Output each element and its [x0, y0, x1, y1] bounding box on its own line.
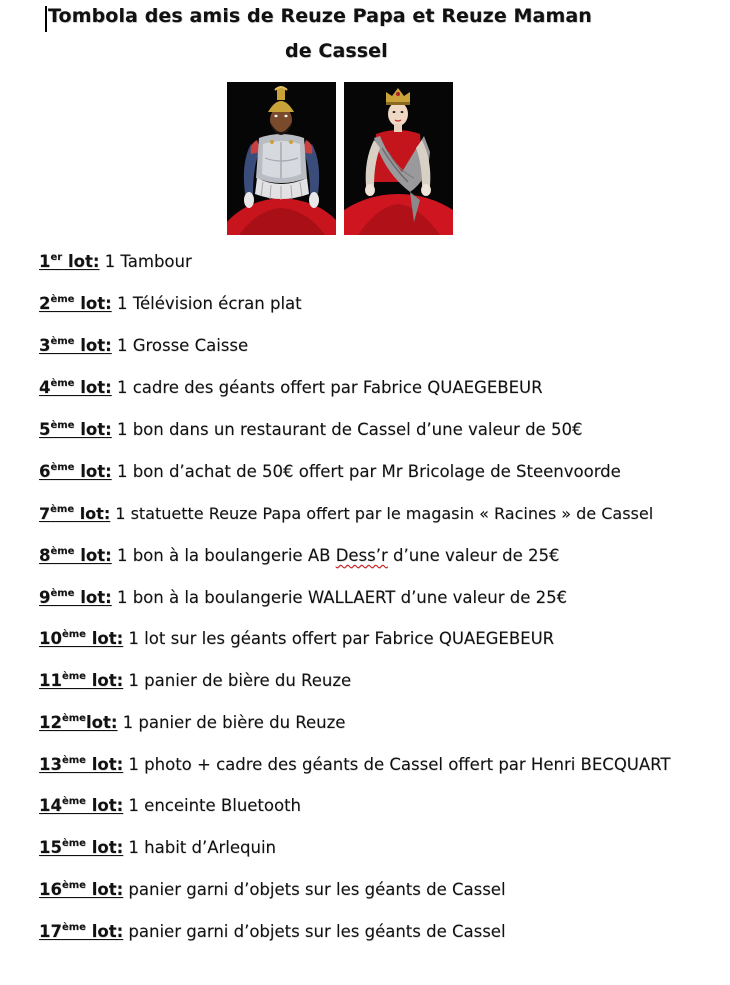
lot-description: 1 panier de bière du Reuze — [123, 671, 352, 690]
lot-description: 1 Grosse Caisse — [111, 336, 249, 355]
lot-description: panier garni d’objets sur les géants de Cassel — [123, 880, 506, 899]
lot-description: 1 bon d’achat de 50€ offert par Mr Bricolage de Steenvoorde — [111, 462, 621, 481]
lot-item-16 — [39, 880, 506, 899]
lot-item-11 — [39, 671, 351, 690]
lot-description: 1 bon à la boulangerie AB Dess’r d’une valeur de 25€ — [111, 546, 560, 565]
lot-heading: 15ème lot: — [39, 838, 124, 857]
lot-description: 1 statuette Reuze Papa offert par le magasin « Racines » de Cassel — [110, 504, 654, 523]
lot-heading: 14ème lot: — [39, 796, 124, 815]
lot-item-14 — [39, 796, 301, 815]
lot-heading: 10ème lot: — [39, 629, 124, 648]
lot-heading: 6ème lot: — [39, 462, 112, 481]
lot-heading: 13ème lot: — [39, 755, 124, 774]
giant-reuze-papa-photo — [227, 82, 336, 235]
lot-description: panier garni d’objets sur les géants de Cassel — [123, 922, 506, 941]
lot-heading: 8ème lot: — [39, 546, 112, 565]
giant-reuze-maman-photo — [344, 82, 453, 235]
lot-item-12 — [39, 713, 345, 732]
text-cursor — [45, 6, 47, 32]
lot-item-10 — [39, 629, 554, 648]
lot-heading: 12èmelot: — [39, 713, 118, 732]
lot-heading: 5ème lot: — [39, 420, 112, 439]
lot-heading: 3ème lot: — [39, 336, 112, 355]
lot-heading: 9ème lot: — [39, 588, 112, 607]
lot-heading: 16ème lot: — [39, 880, 124, 899]
lot-item-13 — [39, 755, 671, 774]
lot-heading: 1er lot: — [39, 252, 100, 271]
lot-heading: 7ème lot: — [39, 504, 111, 523]
lot-description: 1 Télévision écran plat — [111, 294, 302, 313]
lot-item-6 — [39, 462, 621, 481]
lot-item-1 — [39, 252, 192, 271]
lot-description: 1 panier de bière du Reuze — [117, 713, 346, 732]
spellcheck-flagged-word: Dess’r — [335, 546, 388, 565]
lot-description: 1 Tambour — [99, 252, 192, 271]
document-title: Tombola des amis de Reuze Papa et Reuze Maman — [48, 5, 592, 27]
lot-description: 1 enceinte Bluetooth — [123, 796, 302, 815]
lot-item-4 — [39, 378, 543, 397]
lot-item-3 — [39, 336, 248, 355]
lot-description: 1 lot sur les géants offert par Fabrice QUAEGEBEUR — [123, 629, 555, 648]
lot-item-9 — [39, 588, 567, 607]
lot-description: 1 habit d’Arlequin — [123, 838, 277, 857]
lot-heading: 2ème lot: — [39, 294, 112, 313]
lot-description: 1 photo + cadre des géants de Cassel offert par Henri BECQUART — [123, 755, 671, 774]
lot-description: 1 bon dans un restaurant de Cassel d’une valeur de 50€ — [111, 420, 583, 439]
lot-heading: 4ème lot: — [39, 378, 112, 397]
lot-item-17 — [39, 922, 506, 941]
lot-item-15 — [39, 838, 276, 857]
lot-item-5 — [39, 420, 582, 439]
document-title-line2: de Cassel — [285, 40, 388, 62]
lot-description: 1 bon à la boulangerie WALLAERT d’une valeur de 25€ — [111, 588, 568, 607]
lot-item-7 — [39, 504, 653, 523]
lot-heading: 11ème lot: — [39, 671, 124, 690]
lot-description: 1 cadre des géants offert par Fabrice QUAEGEBEUR — [111, 378, 543, 397]
lot-item-8 — [39, 546, 560, 565]
lot-heading: 17ème lot: — [39, 922, 124, 941]
lot-item-2 — [39, 294, 302, 313]
